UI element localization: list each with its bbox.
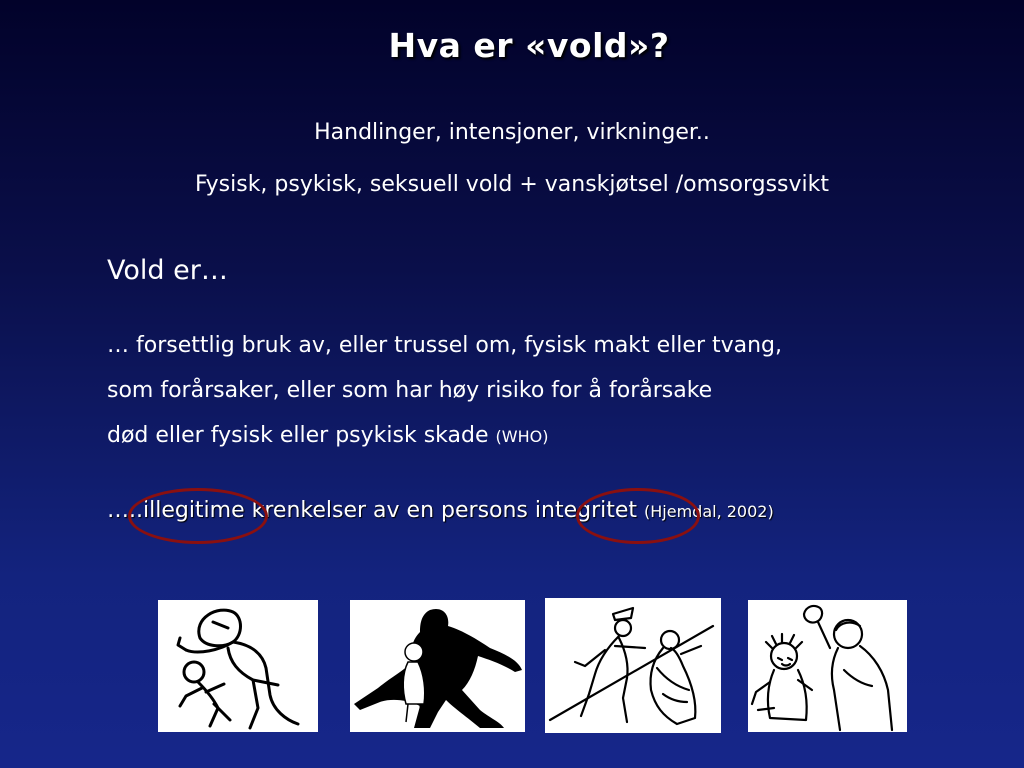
- soldier-attacking-person-drawing: [545, 598, 721, 733]
- slide-title: Hva er «vold»?: [388, 26, 670, 65]
- hjemdal-source: (Hjemdal, 2002): [644, 502, 774, 521]
- adult-fist-raised-over-child-drawing: [748, 600, 907, 732]
- silhouette-looming-over-child-drawing: [350, 600, 525, 732]
- subtitle-actions: Handlinger, intensjoner, virkninger..: [314, 120, 710, 145]
- second-definition-text: …..illegitime krenkelser av en persons integritet: [107, 498, 638, 523]
- definition-line-3-text: død eller fysisk eller psykisk skade: [107, 423, 489, 448]
- definition-line-3: [107, 423, 548, 448]
- definition-line-1: … forsettlig bruk av, eller trussel om, fysisk makt eller tvang,: [107, 333, 783, 358]
- definition-line-2: som forårsaker, eller som har høy risiko for å forårsake: [107, 378, 713, 403]
- definition-heading: Vold er…: [107, 255, 228, 286]
- adult-hitting-child-drawing: [158, 600, 318, 732]
- highlight-circle-illegitime: [128, 488, 268, 544]
- subtitle-violence-types: Fysisk, psykisk, seksuell vold + vanskjøtsel /omsorgssvikt: [195, 172, 829, 197]
- highlight-circle-integritet: [576, 488, 700, 544]
- who-source: (WHO): [495, 427, 549, 446]
